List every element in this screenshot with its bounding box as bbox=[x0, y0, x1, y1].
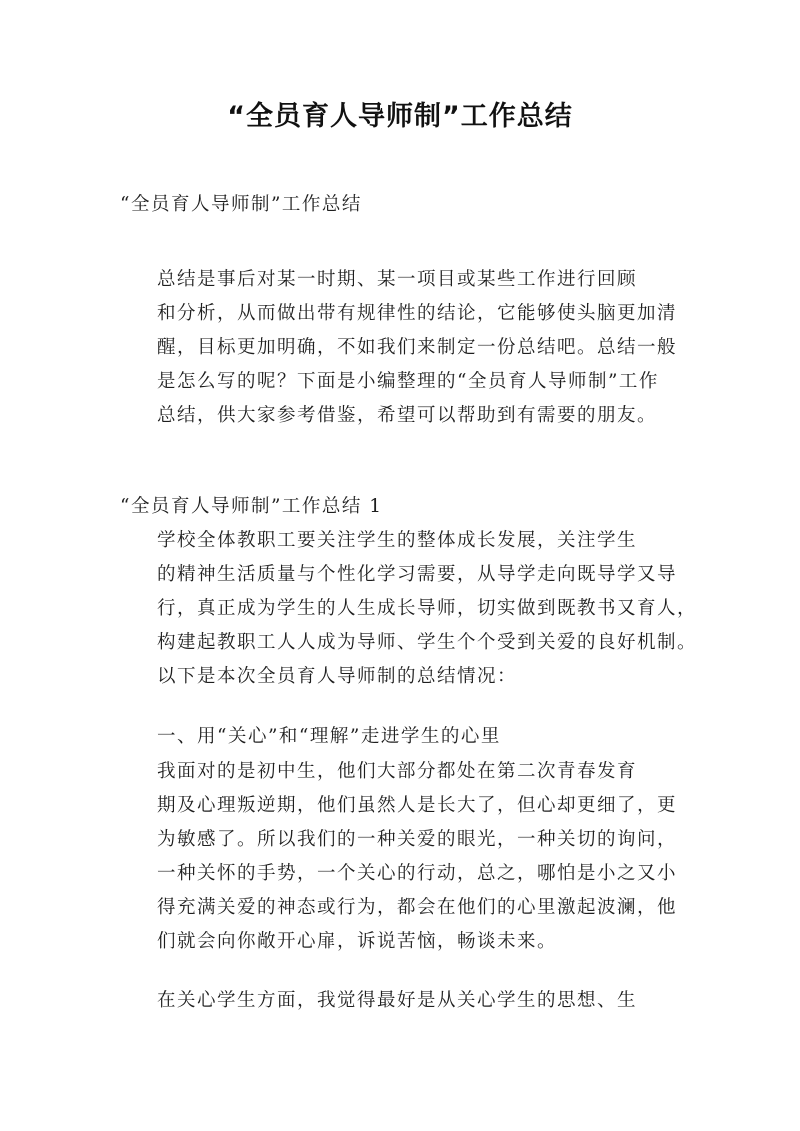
paragraph-line: 行，真正成为学生的人生成长导师，切实做到既教书又育人， bbox=[157, 598, 698, 619]
paragraph-line: 一种关怀的手势，一个关心的行动，总之，哪怕是小之又小 bbox=[157, 863, 678, 884]
paragraph-line: 得充满关爱的神态或行为，都会在他们的心里激起波澜，他 bbox=[157, 897, 678, 918]
intro-line: 和分析，从而做出带有规律性的结论，它能够使头脑更加清 bbox=[157, 303, 678, 324]
paragraph-line: 们就会向你敞开心扉，诉说苦恼，畅谈未来。 bbox=[157, 931, 558, 952]
paragraph-line: 为敏感了。所以我们的一种关爱的眼光，一种关切的询问， bbox=[157, 829, 678, 850]
section-title: “全员育人导师制”工作总结 1 bbox=[120, 496, 383, 517]
intro-line: 醒，目标更加明确，不如我们来制定一份总结吧。总结一般 bbox=[157, 337, 678, 358]
intro-paragraph bbox=[120, 263, 700, 445]
paragraph-line: 学校全体教职工要关注学生的整体成长发展，关注学生 bbox=[157, 530, 638, 551]
paragraph-line: 的精神生活质量与个性化学习需要，从导学走向既导学又导 bbox=[157, 564, 678, 585]
document-subtitle: “全员育人导师制”工作总结 bbox=[120, 194, 362, 215]
subheading: 一、用“关心”和“理解”走进学生的心里 bbox=[157, 726, 501, 747]
paragraph-3: 在关心学生方面，我觉得最好是从关心学生的思想、生 bbox=[157, 990, 638, 1011]
intro-line: 总结，供大家参考借鉴，希望可以帮助到有需要的朋友。 bbox=[157, 405, 658, 426]
intro-line: 是怎么写的呢？下面是小编整理的“全员育人导师制”工作 bbox=[157, 371, 659, 392]
paragraph-1 bbox=[120, 524, 700, 694]
document-title: “全员育人导师制”工作总结 bbox=[227, 101, 573, 132]
paragraph-line: 期及心理叛逆期，他们虽然人是长大了，但心却更细了，更 bbox=[157, 795, 678, 816]
paragraph-2 bbox=[120, 755, 700, 959]
paragraph-line: 以下是本次全员育人导师制的总结情况： bbox=[157, 666, 518, 687]
paragraph-line: 构建起教职工人人成为导师、学生个个受到关爱的良好机制。 bbox=[157, 632, 698, 653]
paragraph-line: 我面对的是初中生，他们大部分都处在第二次青春发育 bbox=[157, 761, 638, 782]
intro-line: 总结是事后对某一时期、某一项目或某些工作进行回顾 bbox=[157, 269, 638, 290]
